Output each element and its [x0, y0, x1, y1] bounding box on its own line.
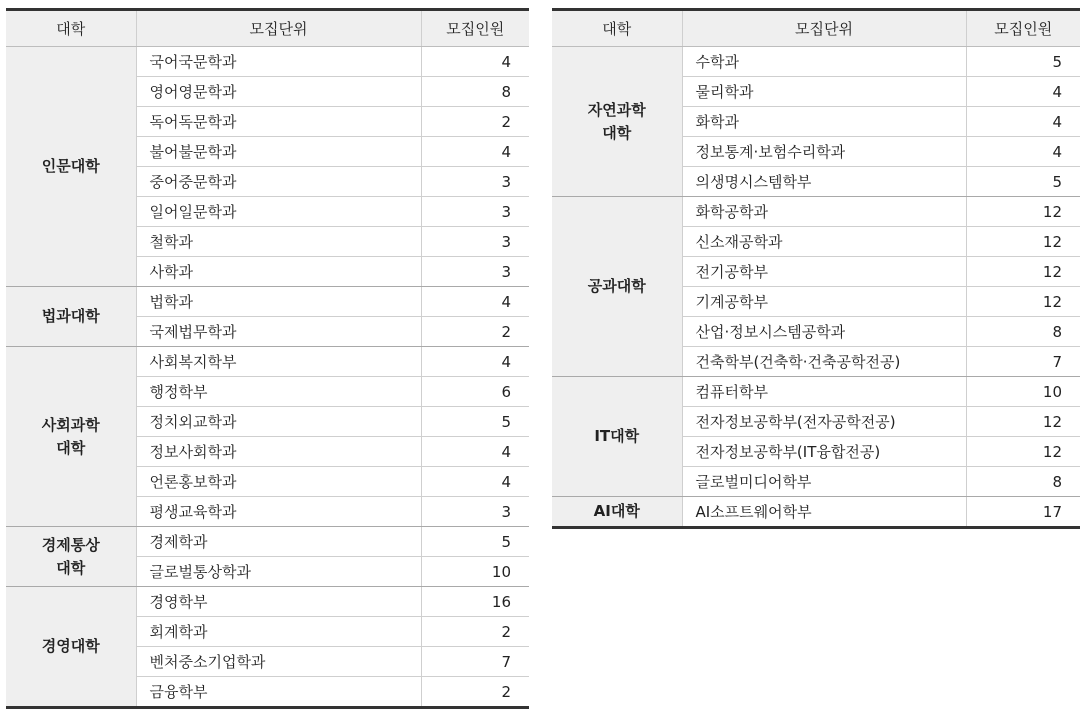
unit-cell: 경영학부	[136, 587, 421, 617]
count-cell: 5	[421, 527, 529, 557]
unit-cell: 독어독문학과	[136, 107, 421, 137]
unit-cell: 금융학부	[136, 677, 421, 708]
header-unit: 모집단위	[682, 10, 966, 47]
unit-cell: 회계학과	[136, 617, 421, 647]
college-cell: 경영대학	[6, 587, 136, 708]
header-college: 대학	[6, 10, 136, 47]
unit-cell: 건축학부(건축학·건축공학전공)	[682, 347, 966, 377]
table-row	[6, 287, 529, 317]
count-cell: 4	[421, 437, 529, 467]
unit-cell: 화학과	[682, 107, 966, 137]
college-cell: 법과대학	[6, 287, 136, 347]
unit-cell: 글로벌미디어학부	[682, 467, 966, 497]
count-cell: 3	[421, 227, 529, 257]
table-row	[6, 347, 529, 377]
header-row	[6, 10, 529, 47]
count-cell: 4	[966, 77, 1080, 107]
count-cell: 12	[966, 287, 1080, 317]
header-college: 대학	[552, 10, 682, 47]
count-cell: 17	[966, 497, 1080, 528]
unit-cell: 영어영문학과	[136, 77, 421, 107]
unit-cell: 의생명시스템학부	[682, 167, 966, 197]
college-cell: 자연과학 대학	[552, 47, 682, 197]
count-cell: 2	[421, 317, 529, 347]
unit-cell: 철학과	[136, 227, 421, 257]
table-row	[552, 47, 1080, 77]
college-cell: 공과대학	[552, 197, 682, 377]
unit-cell: 화학공학과	[682, 197, 966, 227]
count-cell: 3	[421, 167, 529, 197]
count-cell: 4	[421, 137, 529, 167]
count-cell: 16	[421, 587, 529, 617]
unit-cell: 법학과	[136, 287, 421, 317]
count-cell: 10	[966, 377, 1080, 407]
unit-cell: 평생교육학과	[136, 497, 421, 527]
unit-cell: 국어국문학과	[136, 47, 421, 77]
unit-cell: 국제법무학과	[136, 317, 421, 347]
unit-cell: 전자정보공학부(IT융합전공)	[682, 437, 966, 467]
count-cell: 3	[421, 257, 529, 287]
count-cell: 12	[966, 407, 1080, 437]
table-row	[552, 377, 1080, 407]
count-cell: 5	[966, 47, 1080, 77]
count-cell: 12	[966, 437, 1080, 467]
count-cell: 8	[966, 467, 1080, 497]
header-count: 모집인원	[966, 10, 1080, 47]
unit-cell: 불어불문학과	[136, 137, 421, 167]
unit-cell: 사학과	[136, 257, 421, 287]
unit-cell: AI소프트웨어학부	[682, 497, 966, 528]
count-cell: 2	[421, 107, 529, 137]
unit-cell: 산업·정보시스템공학과	[682, 317, 966, 347]
unit-cell: 전기공학부	[682, 257, 966, 287]
unit-cell: 행정학부	[136, 377, 421, 407]
count-cell: 5	[966, 167, 1080, 197]
unit-cell: 기계공학부	[682, 287, 966, 317]
college-cell: AI대학	[552, 497, 682, 528]
unit-cell: 컴퓨터학부	[682, 377, 966, 407]
count-cell: 12	[966, 257, 1080, 287]
count-cell: 7	[966, 347, 1080, 377]
unit-cell: 물리학과	[682, 77, 966, 107]
unit-cell: 정보사회학과	[136, 437, 421, 467]
table-row	[6, 587, 529, 617]
count-cell: 6	[421, 377, 529, 407]
count-cell: 4	[966, 137, 1080, 167]
college-cell: 사회과학 대학	[6, 347, 136, 527]
count-cell: 3	[421, 497, 529, 527]
unit-cell: 전자정보공학부(전자공학전공)	[682, 407, 966, 437]
unit-cell: 벤처중소기업학과	[136, 647, 421, 677]
count-cell: 4	[421, 467, 529, 497]
unit-cell: 정치외교학과	[136, 407, 421, 437]
unit-cell: 중어중문학과	[136, 167, 421, 197]
count-cell: 4	[421, 347, 529, 377]
unit-cell: 일어일문학과	[136, 197, 421, 227]
header-row	[552, 10, 1080, 47]
unit-cell: 신소재공학과	[682, 227, 966, 257]
count-cell: 2	[421, 677, 529, 708]
count-cell: 4	[966, 107, 1080, 137]
table-row	[552, 497, 1080, 528]
count-cell: 4	[421, 287, 529, 317]
count-cell: 12	[966, 197, 1080, 227]
count-cell: 3	[421, 197, 529, 227]
unit-cell: 정보통계·보험수리학과	[682, 137, 966, 167]
unit-cell: 사회복지학부	[136, 347, 421, 377]
table-row	[6, 527, 529, 557]
college-cell: IT대학	[552, 377, 682, 497]
right-admissions-table	[552, 8, 1080, 529]
unit-cell: 경제학과	[136, 527, 421, 557]
unit-cell: 언론홍보학과	[136, 467, 421, 497]
table-row	[6, 47, 529, 77]
count-cell: 7	[421, 647, 529, 677]
college-cell: 경제통상 대학	[6, 527, 136, 587]
count-cell: 4	[421, 47, 529, 77]
unit-cell: 글로벌통상학과	[136, 557, 421, 587]
count-cell: 5	[421, 407, 529, 437]
left-admissions-table	[6, 8, 529, 709]
college-cell: 인문대학	[6, 47, 136, 287]
count-cell: 8	[966, 317, 1080, 347]
count-cell: 12	[966, 227, 1080, 257]
table-row	[552, 197, 1080, 227]
header-count: 모집인원	[421, 10, 529, 47]
count-cell: 2	[421, 617, 529, 647]
unit-cell: 수학과	[682, 47, 966, 77]
count-cell: 10	[421, 557, 529, 587]
header-unit: 모집단위	[136, 10, 421, 47]
count-cell: 8	[421, 77, 529, 107]
